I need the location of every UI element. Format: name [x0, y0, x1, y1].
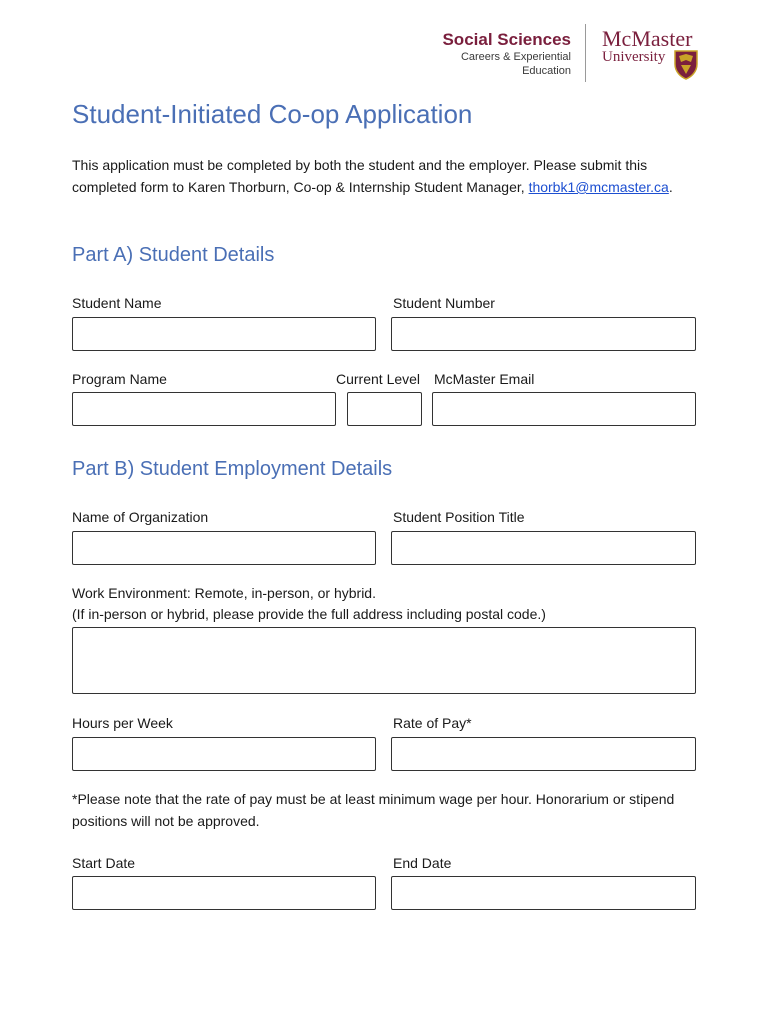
manager-email-link[interactable]: thorbk1@mcmaster.ca: [528, 179, 669, 195]
student-number-label: Student Number: [393, 295, 495, 311]
position-title-input[interactable]: [391, 531, 696, 565]
university-word: McMaster: [602, 26, 693, 51]
work-environment-textarea[interactable]: [72, 627, 696, 694]
organization-label: Name of Organization: [72, 509, 209, 525]
crest-icon: [674, 50, 698, 80]
end-date-input[interactable]: [391, 876, 696, 910]
social-sciences-logo: [440, 30, 571, 78]
intro-text: This application must be completed by both the student and the employer. Please submit this completed form to Karen Thorburn, Co-op & Internship Student Manager,: [72, 157, 648, 195]
mcmaster-email-input[interactable]: [432, 392, 696, 426]
current-level-label: Current Level: [336, 371, 421, 387]
rate-input[interactable]: [391, 737, 696, 771]
start-date-label: Start Date: [72, 855, 136, 871]
student-name-input[interactable]: [72, 317, 376, 351]
position-title-label: Student Position Title: [393, 509, 525, 525]
program-name-label: Program Name: [72, 371, 167, 387]
student-number-input[interactable]: [391, 317, 696, 351]
hours-label: Hours per Week: [72, 715, 173, 731]
logo-divider: [585, 24, 586, 82]
end-date-label: End Date: [393, 855, 452, 871]
page-title: Student-Initiated Co-op Application: [72, 99, 473, 129]
unit-name: Social Sciences: [442, 30, 571, 49]
unit-sub-line2: Education: [522, 65, 571, 77]
organization-input[interactable]: [72, 531, 376, 565]
rate-label: Rate of Pay*: [393, 715, 472, 731]
program-name-input[interactable]: [72, 392, 336, 426]
intro-trailing: .: [668, 179, 673, 195]
hours-input[interactable]: [72, 737, 376, 771]
unit-sub-line1: Careers & Experiential: [460, 51, 571, 63]
current-level-input[interactable]: [347, 392, 422, 426]
start-date-input[interactable]: [72, 876, 376, 910]
work-environment-hint: (If in-person or hybrid, please provide the full address including postal code.): [72, 606, 546, 622]
mcmaster-email-label: McMaster Email: [434, 371, 535, 387]
university-sub: University: [602, 49, 666, 65]
intro-paragraph: [72, 154, 702, 198]
part-a-heading: Part A) Student Details: [72, 244, 275, 266]
rate-note: *Please note that the rate of pay must be at least minimum wage per hour. Honorarium or stipend positions will not be approved.: [72, 791, 675, 829]
work-environment-label: Work Environment: Remote, in-person, or hybrid.: [72, 585, 376, 601]
part-b-heading: Part B) Student Employment Details: [72, 458, 393, 480]
student-name-label: Student Name: [72, 295, 162, 311]
